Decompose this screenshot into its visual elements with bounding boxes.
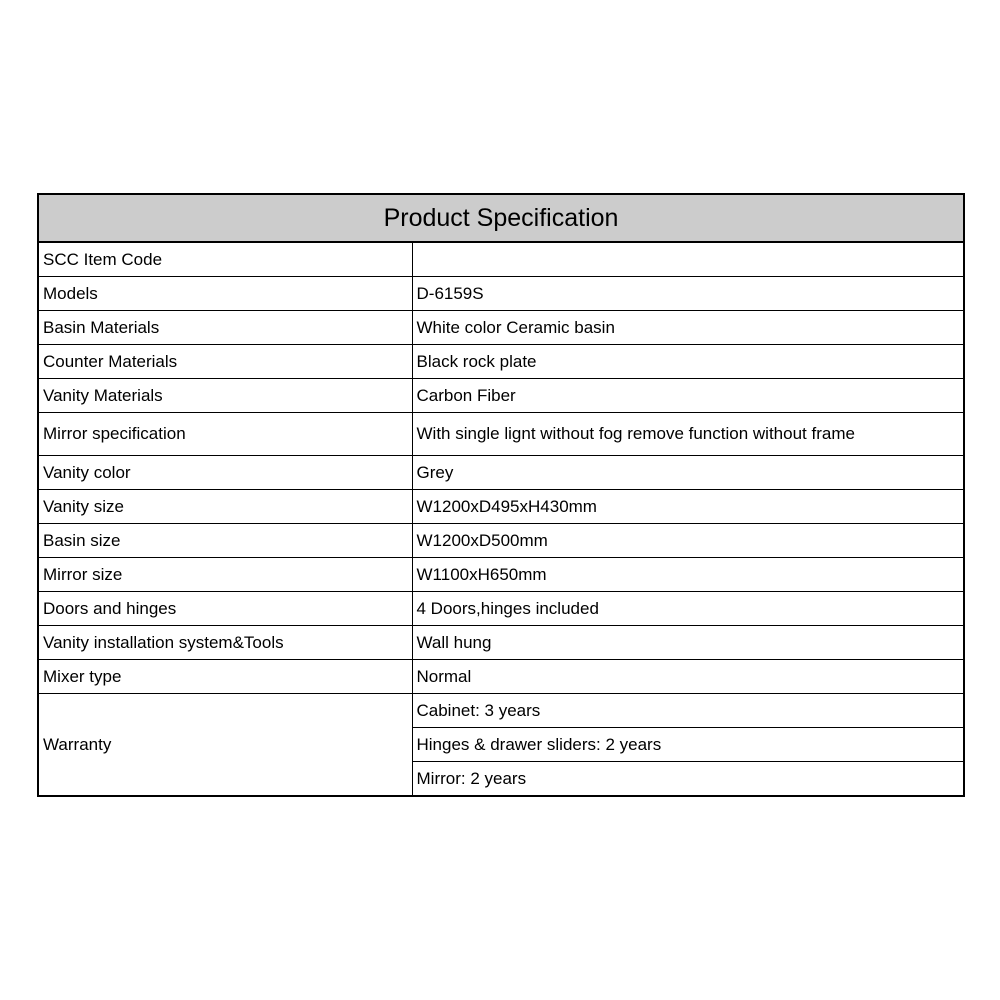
table-row: [38, 345, 964, 379]
row-value: W1200xD495xH430mm: [412, 490, 964, 524]
row-label: Vanity installation system&Tools: [38, 626, 412, 660]
row-value: Cabinet: 3 years: [412, 694, 964, 728]
table-row: [38, 626, 964, 660]
row-label: Mixer type: [38, 660, 412, 694]
table-row: [38, 592, 964, 626]
table-row-warranty: [38, 694, 964, 728]
table-row: [38, 242, 964, 277]
table-row: [38, 311, 964, 345]
table-title: Product Specification: [38, 194, 964, 242]
row-label: Mirror specification: [38, 413, 412, 456]
row-label: SCC Item Code: [38, 242, 412, 277]
row-label: Vanity size: [38, 490, 412, 524]
table-row: [38, 660, 964, 694]
table-row: [38, 524, 964, 558]
row-value: Grey: [412, 456, 964, 490]
row-label: Basin size: [38, 524, 412, 558]
row-value: Wall hung: [412, 626, 964, 660]
row-label: Models: [38, 277, 412, 311]
row-label: Vanity Materials: [38, 379, 412, 413]
row-value: Normal: [412, 660, 964, 694]
row-value: W1100xH650mm: [412, 558, 964, 592]
table-row: [38, 413, 964, 456]
row-value: D-6159S: [412, 277, 964, 311]
row-value: Hinges & drawer sliders: 2 years: [412, 728, 964, 762]
row-label: Warranty: [38, 694, 412, 797]
row-label: Counter Materials: [38, 345, 412, 379]
table-row: [38, 379, 964, 413]
row-value: Black rock plate: [412, 345, 964, 379]
row-label: Mirror size: [38, 558, 412, 592]
row-value: [412, 242, 964, 277]
table-header-row: [38, 194, 964, 242]
table-row: [38, 456, 964, 490]
row-value: With single lignt without fog remove function without frame: [412, 413, 964, 456]
table-row: [38, 490, 964, 524]
row-value: Carbon Fiber: [412, 379, 964, 413]
product-spec-table: [37, 193, 965, 797]
row-label: Doors and hinges: [38, 592, 412, 626]
row-label: Basin Materials: [38, 311, 412, 345]
row-label: Vanity color: [38, 456, 412, 490]
table-row: [38, 558, 964, 592]
row-value: White color Ceramic basin: [412, 311, 964, 345]
row-value: 4 Doors,hinges included: [412, 592, 964, 626]
table-row: [38, 277, 964, 311]
row-value: W1200xD500mm: [412, 524, 964, 558]
row-value: Mirror: 2 years: [412, 762, 964, 797]
